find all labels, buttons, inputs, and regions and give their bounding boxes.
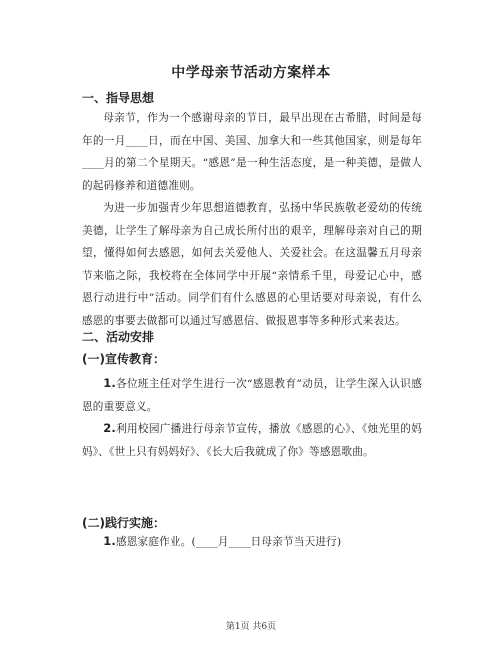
section-heading-guiding-ideology: 一、指导思想 xyxy=(82,91,155,105)
list-item-publicity-2 xyxy=(82,417,422,463)
page-footer: 第1页 共6页 xyxy=(225,622,277,632)
section-heading-activity-arrangement: 二、活动安排 xyxy=(82,330,155,344)
list-item-text: 利用校园广播进行母亲节宣传，播放《感恩的心》、《烛光里的妈妈》、《世上只有妈妈好》、《长大后我就成了你》等感恩歌曲。 xyxy=(82,423,422,458)
list-item-practice-1 xyxy=(82,530,422,554)
document-title: 中学母亲节活动方案样本 xyxy=(171,65,331,81)
paragraph-mothers-day-origin: 母亲节，作为一个感谢母亲的节日，最早出现在古希腊，时间是每年的一月____日，而在中国、美国、加拿大和一些其他国家，则是每年____月的第二个星期天。“感恩”是一种生活态度，是一种美德，是做人的起码修养和道德准则。 xyxy=(82,112,422,192)
subheading-publicity-education: (一)宣传教育： xyxy=(82,352,165,366)
list-item-number: 1. xyxy=(103,376,116,390)
list-item-number: 2. xyxy=(103,421,116,435)
list-item-text: 感恩家庭作业。(____月____日母亲节当天进行) xyxy=(115,536,342,548)
list-item-number: 1. xyxy=(103,534,116,548)
subheading-practice-implementation: (二)践行实施： xyxy=(82,516,165,530)
list-item-text: 各位班主任对学生进行一次“感恩教育”动员，让学生深入认识感恩的重要意义。 xyxy=(82,378,422,413)
list-item-publicity-1 xyxy=(82,372,422,418)
paragraph-activity-purpose: 为进一步加强青少年思想道德教育，弘扬中华民族敬老爱幼的传统美德，让学生了解母亲为自己成长所付出的艰辛，理解母亲对自己的期望，懂得如何去感恩，如何去关爱他人、关爱社会。在这温馨五月母亲节来临之际，我校将在全体同学中开展“亲情系千里，母爱记心中，感恩行动进行中”活动。同学们有什么感恩的心里话要对母亲说，有什么感恩的事要去做都可以通过写感恩信、做报恩事等多种形式来表达。 xyxy=(82,202,422,327)
